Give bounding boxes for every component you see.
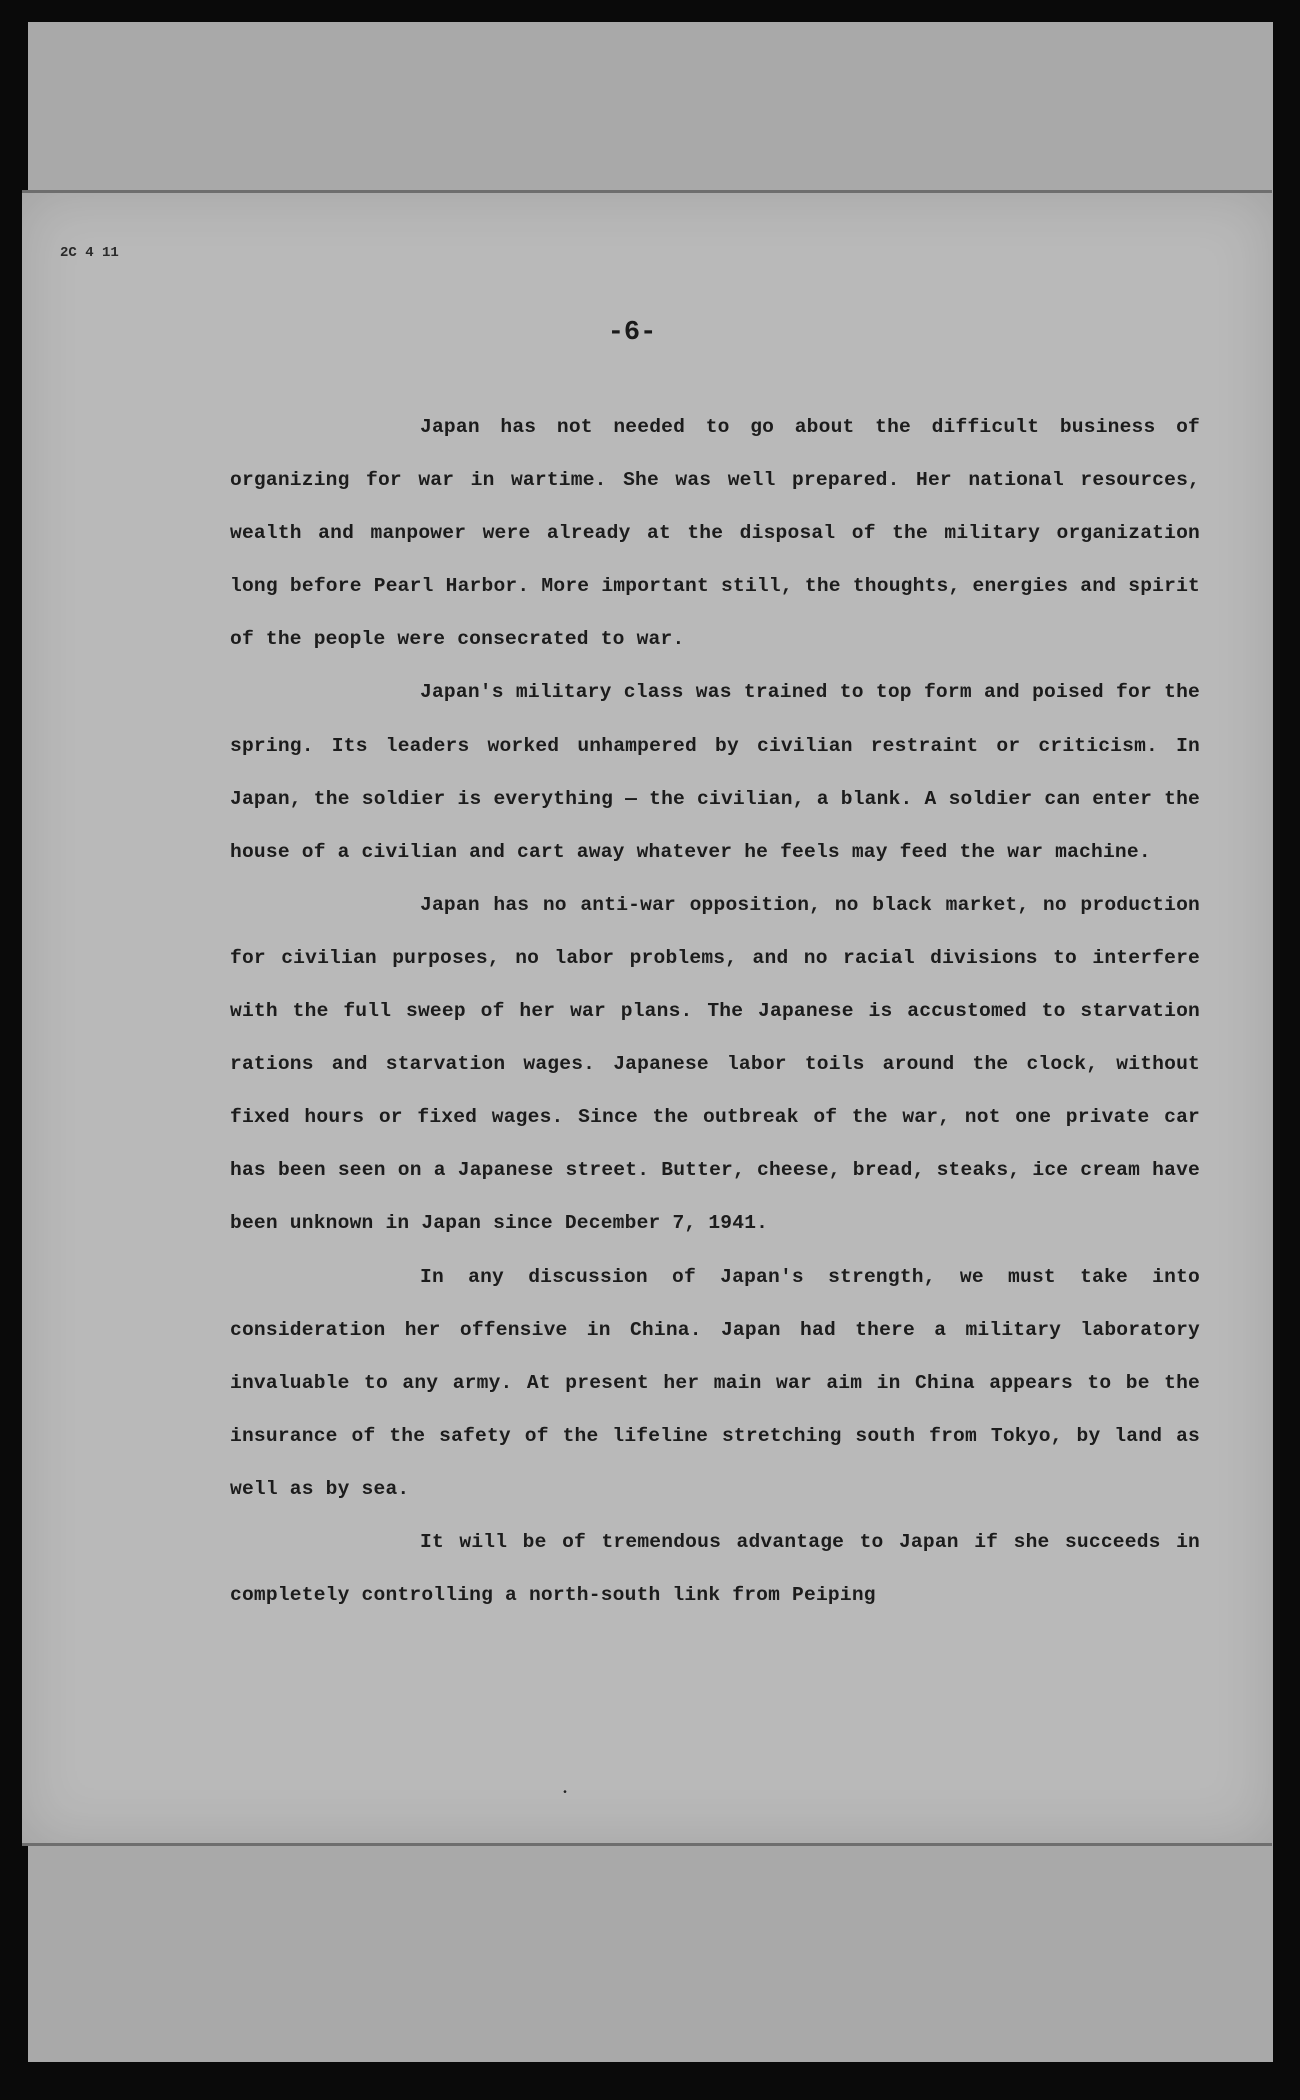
body-text <box>230 401 1200 1622</box>
scan-speck: • <box>562 1788 569 1799</box>
page-number: -6- <box>607 318 657 348</box>
paragraph: Japan has no anti-war opposition, no black market, no production for civilian purposes, no labor problems, and no racial divisions to interfere with the full sweep of her war plans. The Japanese is accustomed to starvation rations and starvation wages. Japanese labor toils around the clock, without fixed hours or fixed wages. Since the outbreak of the war, not one private car has been seen on a Japanese street. Butter, cheese, bread, steaks, ice cream have been unknown in Japan since December 7, 1941. <box>230 893 1200 1235</box>
paragraph: In any discussion of Japan's strength, we must take into consideration her offensive in China. Japan had there a military laboratory invaluable to any army. At present her main war aim in China appears to be the insurance of the safety of the lifeline stretching south from Tokyo, by land as well as by sea. <box>230 1265 1200 1500</box>
paragraph: It will be of tremendous advantage to Japan if she succeeds in completely controlling a north-south link from Peiping <box>230 1530 1200 1607</box>
document-page <box>22 190 1272 1846</box>
paragraph: Japan has not needed to go about the difficult business of organizing for war in wartime. She was well prepared. Her national resources, wealth and manpower were already at the disposal of the military organization long before Pearl Harbor. More important still, the thoughts, energies and spirit of the people were consecrated to war. <box>230 416 1200 651</box>
paragraph: Japan's military class was trained to top form and poised for the spring. Its leaders worked unhampered by civilian restraint or criticism. In Japan, the soldier is everything — the civilian, a blank. A soldier can enter the house of a civilian and cart away whatever he feels may feed the war machine. <box>230 681 1200 863</box>
file-mark: 2C 4 11 <box>60 245 119 261</box>
